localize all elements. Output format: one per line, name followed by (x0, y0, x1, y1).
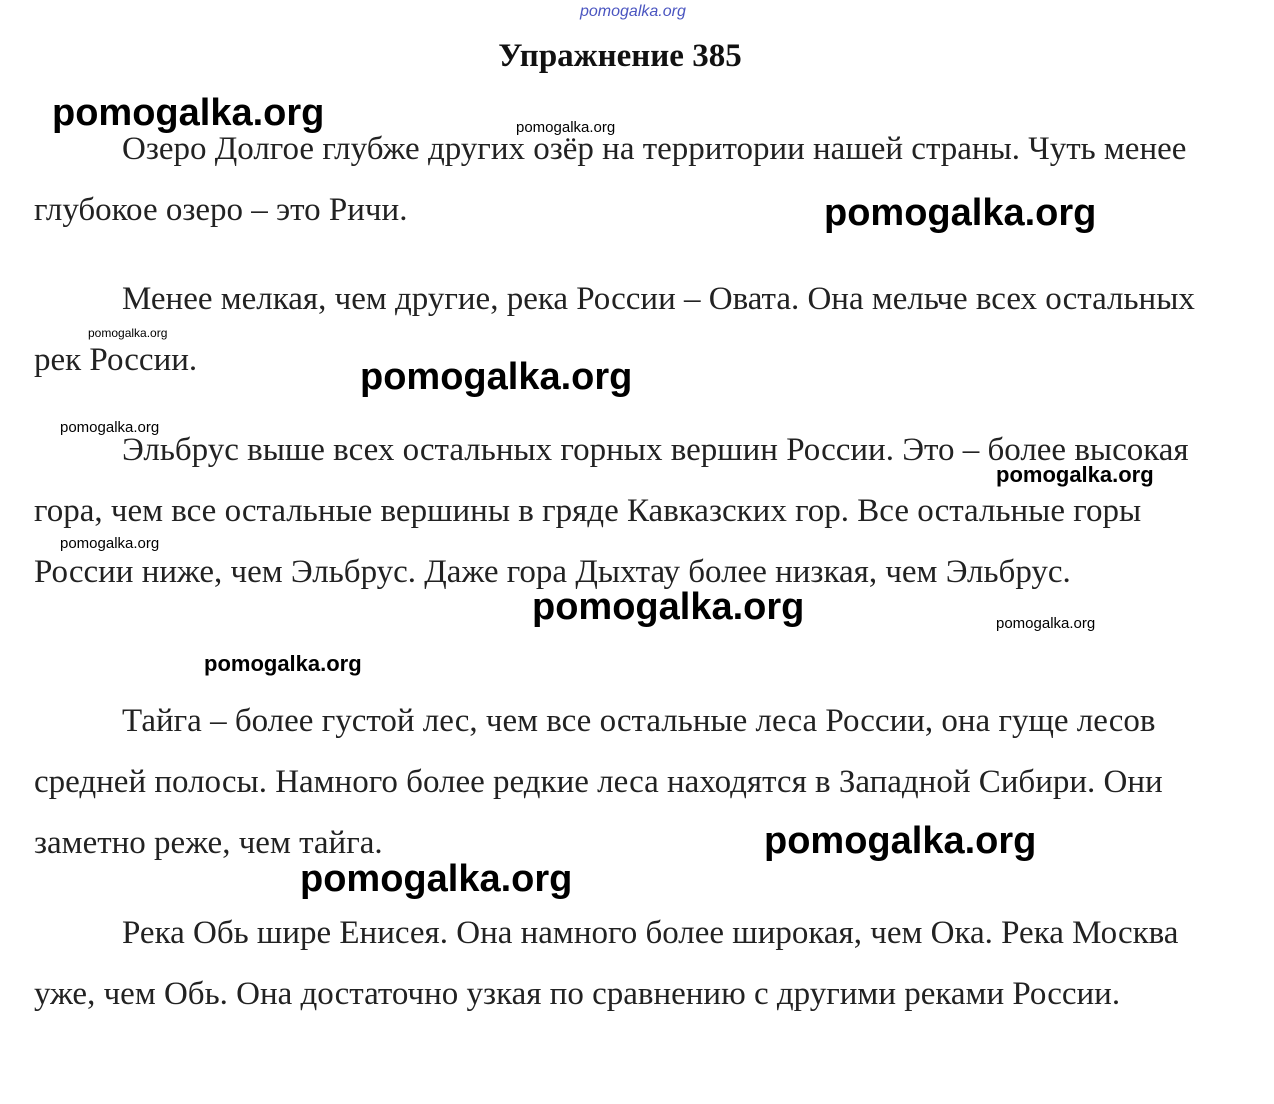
paragraph-river: Менее мелкая, чем другие, река России – Овата. Она мельче всех остальных рек России. (34, 281, 1195, 378)
watermark: pomogalka.org (532, 586, 805, 628)
watermark: pomogalka.org (300, 858, 573, 900)
exercise-title: Упражнение 385 (498, 38, 742, 74)
watermark: pomogalka.org (824, 192, 1097, 234)
watermark: pomogalka.org (764, 820, 1037, 862)
watermark: pomogalka.org (52, 92, 325, 134)
watermark: pomogalka.org (360, 356, 633, 398)
watermark: pomogalka.org (60, 419, 160, 436)
watermark: pomogalka.org (996, 615, 1096, 632)
paragraph-elbrus: Эльбрус выше всех остальных горных вершин России. Это – более высокая гора, чем все остальные вершины в гряде Кавказских гор. Все остальные горы России ниже, чем Эльбрус. Даже гора Дыхтау более низкая, чем Эльбрус. (34, 432, 1189, 590)
paragraph-ob: Река Обь шире Енисея. Она намного более широкая, чем Ока. Река Москва уже, чем Обь. Она достаточно узкая по сравнению с другими реками России. (34, 915, 1179, 1012)
watermark: pomogalka.org (516, 119, 616, 136)
watermark: pomogalka.org (996, 462, 1154, 487)
paragraph-lake: Озеро Долгое глубже других озёр на территории нашей страны. Чуть менее глубокое озеро – это Ричи. (34, 131, 1187, 228)
watermark: pomogalka.org (204, 651, 362, 676)
site-link[interactable]: pomogalka.org (580, 3, 686, 20)
watermark: pomogalka.org (60, 535, 160, 552)
paragraph-taiga: Тайга – более густой лес, чем все остальные леса России, она гуще лесов средней полосы. Намного более редкие леса находятся в Западной Сибири. Они заметно реже, чем тайга. (34, 703, 1163, 861)
watermark: pomogalka.org (88, 326, 168, 340)
